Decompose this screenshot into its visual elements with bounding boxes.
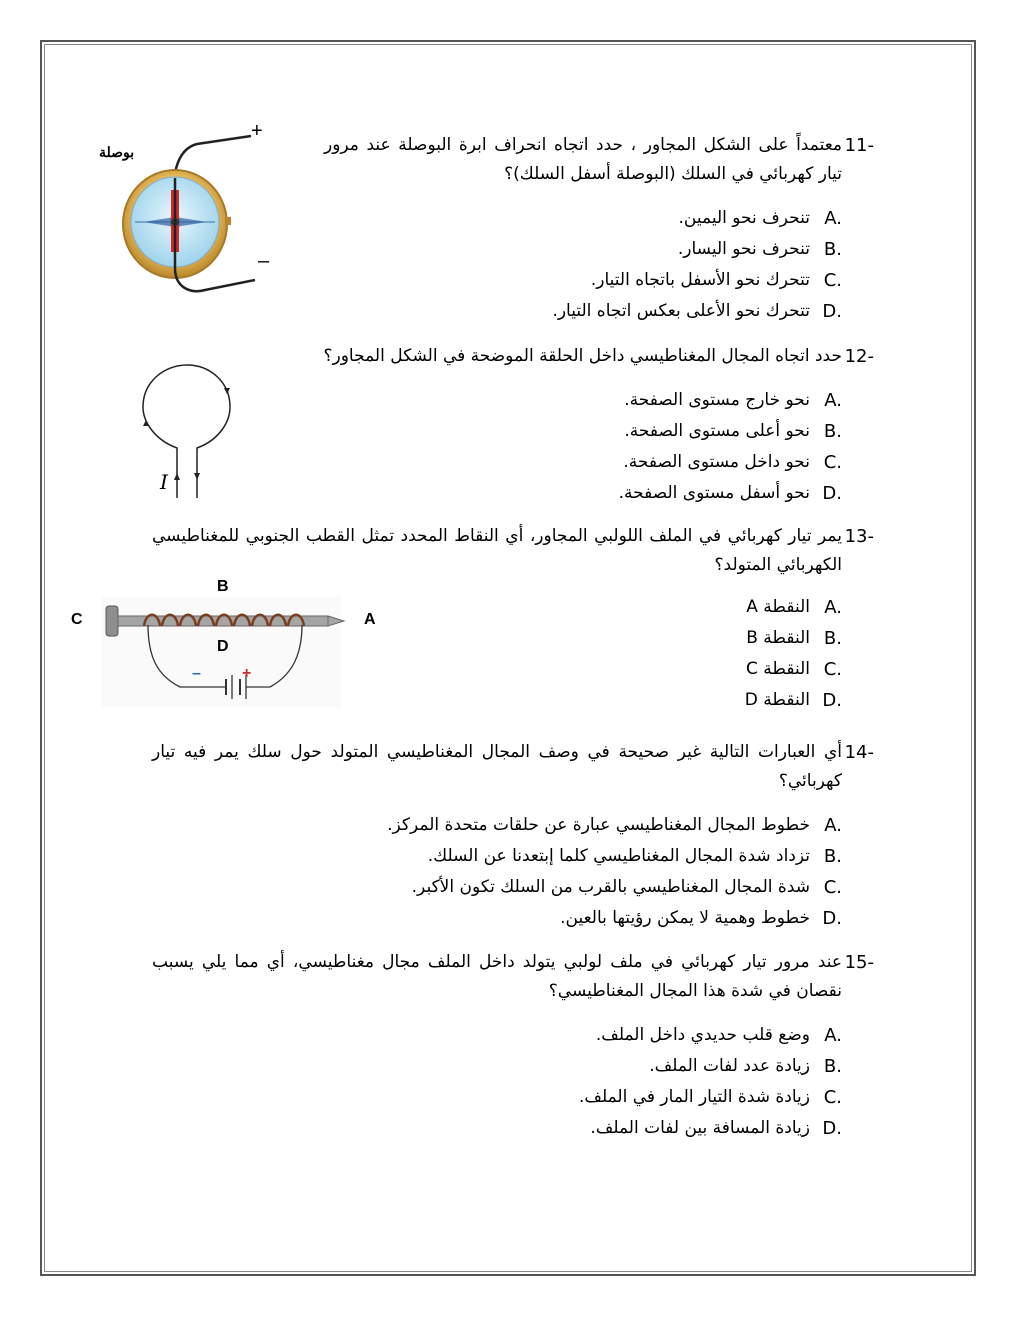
question-text: أي العبارات التالية غير صحيحة في وصف المجال المغناطيسي المتولد حول سلك يمر فيه تيار كهربائي؟ <box>152 742 842 791</box>
question-number: 14- <box>844 742 874 763</box>
point-b-label: B <box>217 578 229 595</box>
option-d[interactable]: D. نحو أسفل مستوى الصفحة. <box>618 483 842 504</box>
option-a[interactable]: A. خطوط المجال المغناطيسي عبارة عن حلقات متحدة المركز. <box>387 815 842 836</box>
solenoid-figure <box>66 575 386 710</box>
question-number: 13- <box>844 526 874 547</box>
loop-drawing <box>130 360 250 500</box>
compass-drawing <box>95 118 285 298</box>
option-d[interactable]: D. خطوط وهمية لا يمكن رؤيتها بالعين. <box>560 908 842 929</box>
options-15 <box>578 1020 842 1144</box>
current-label: I <box>160 470 168 494</box>
question-number: 15- <box>844 952 874 973</box>
option-b[interactable]: B. تنحرف نحو اليسار. <box>677 239 842 260</box>
option-a[interactable]: A. النقطة A <box>746 597 842 618</box>
option-a[interactable]: A. تنحرف نحو اليمين. <box>678 208 842 229</box>
plus-sign: + <box>251 120 263 142</box>
option-d[interactable]: D. النقطة D <box>744 690 842 711</box>
question-text: يمر تيار كهربائي في الملف اللولبي المجاور، أي النقاط المحدد تمثل القطب الجنوبي للمغناطيسي الكهربائي المتولد؟ <box>152 526 842 575</box>
options-11 <box>552 203 842 327</box>
question-15 <box>152 948 874 1006</box>
option-d[interactable]: D. تتحرك نحو الأعلى بعكس اتجاه التيار. <box>552 301 842 322</box>
question-number: 12- <box>844 346 874 367</box>
point-c-label: C <box>71 611 83 628</box>
point-a-label: A <box>364 611 376 628</box>
question-text: معتمداً على الشكل المجاور ، حدد اتجاه انحراف ابرة البوصلة عند مرور تيار كهربائي في السلك (البوصلة أسفل السلك)؟ <box>324 135 842 184</box>
question-13 <box>152 522 874 580</box>
option-b[interactable]: B. نحو أعلى مستوى الصفحة. <box>624 421 842 442</box>
option-c[interactable]: C. زيادة شدة التيار المار في الملف. <box>578 1087 842 1108</box>
option-d[interactable]: D. زيادة المسافة بين لفات الملف. <box>590 1118 842 1139</box>
question-text: حدد اتجاه المجال المغناطيسي داخل الحلقة الموضحة في الشكل المجاور؟ <box>323 346 842 366</box>
battery-minus: – <box>192 665 201 682</box>
option-c[interactable]: C. شدة المجال المغناطيسي بالقرب من السلك تكون الأكبر. <box>411 877 842 898</box>
option-b[interactable]: B. زيادة عدد لفات الملف. <box>649 1056 842 1077</box>
option-b[interactable]: B. النقطة B <box>746 628 842 649</box>
compass-label: بوصلة <box>99 144 135 160</box>
option-a[interactable]: A. نحو خارج مستوى الصفحة. <box>624 390 842 411</box>
current-loop-figure <box>130 360 250 500</box>
option-c[interactable]: C. النقطة C <box>746 659 842 680</box>
battery-plus: + <box>242 665 252 682</box>
option-a[interactable]: A. وضع قلب حديدي داخل الملف. <box>595 1025 842 1046</box>
options-14 <box>387 810 842 934</box>
question-11 <box>324 131 874 189</box>
option-c[interactable]: C. تتحرك نحو الأسفل باتجاه التيار. <box>590 270 842 291</box>
question-14 <box>152 738 874 796</box>
option-c[interactable]: C. نحو داخل مستوى الصفحة. <box>623 452 842 473</box>
compass-figure <box>95 118 285 298</box>
point-d-label: D <box>217 638 229 655</box>
question-text: عند مرور تيار كهربائي في ملف لولبي يتولد داخل الملف مجال مغناطيسي، أي مما يلي يسبب نقصان في شدة هذا المجال المغناطيسي؟ <box>152 952 842 1001</box>
minus-sign: – <box>258 250 270 272</box>
question-number: 11- <box>844 135 874 156</box>
options-13 <box>744 592 842 716</box>
option-b[interactable]: B. تزداد شدة المجال المغناطيسي كلما إبتعدنا عن السلك. <box>427 846 842 867</box>
options-12 <box>618 385 842 509</box>
question-12 <box>242 342 874 371</box>
